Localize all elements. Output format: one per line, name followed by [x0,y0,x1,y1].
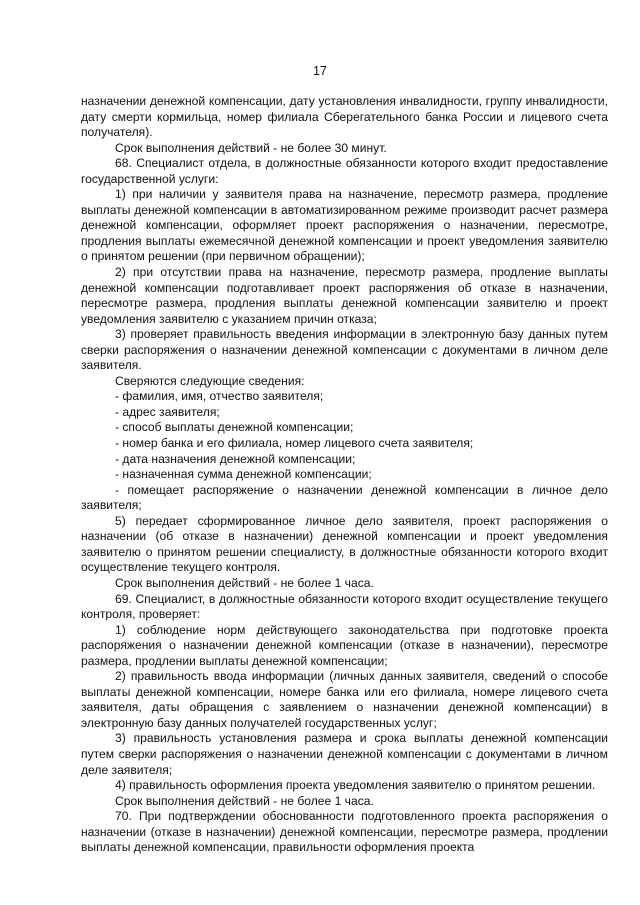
paragraph: 4) правильность оформления проекта уведомления заявителю о принятом решении. [115,778,596,793]
paragraph: Сверяются следующие сведения: [115,373,305,388]
paragraph: Срок выполнения действий - не более 1 часа. [115,575,374,590]
paragraph: 2) при отсутствии права на назначение, пересмотр размера, продление выплаты денежной компенсации подготавливает проект распоряжения об отказе в назначении, пересмотре размера, продления выплаты денежной компенсации заявителю и проект уведомления заявителю с указанием причин отказа; [81,265,608,326]
paragraph: 1) соблюдение норм действующего законодательства при подготовке проекта распоряжения о назначении денежной компенсации (отказе в назначении), пересмотре размера, продлении выплаты денежной компенсации; [81,622,608,668]
paragraph: 2) правильность ввода информации (личных данных заявителя, сведений о способе выплаты денежной компенсации, номере банка или его филиала, номере лицевого счета заявителя, даты обращения с заявлением о назначении денежной компенсации) в электронную базу данных получателей государственных услуг; [81,669,608,730]
paragraph: 5) передает сформированное личное дело заявителя, проект распоряжения о назначении (об отказе в назначении) денежной компенсации и проект уведомления заявителю о принятом решении специалисту, в должностные обязанности которого входит осуществление текущего контроля. [81,513,608,575]
paragraph: 1) при наличии у заявителя права на назначение, пересмотр размера, продление выплаты денежной компенсации в автоматизированном режиме производит расчет размера денежной компенсации, оформляет проект распоряжения о назначении, пересмотре, продления выплаты ежемесячной денежной компенсации и проект уведомления заявителю о принятом решении (при первичном обращении); [81,187,608,264]
paragraph: 3) правильность установления размера и срока выплаты денежной компенсации путем сверки распоряжения о назначении денежной компенсации с документами в личном деле заявителя; [81,731,608,777]
page-number: 17 [313,64,327,78]
paragraph: - способ выплаты денежной компенсации; [115,420,354,435]
paragraph: 68. Специалист отдела, в должностные обязанности которого входит предоставление государственной услуги: [81,156,608,186]
paragraph: - номер банка и его филиала, номер лицевого счета заявителя; [115,436,474,451]
paragraph: - помещает распоряжение о назначении денежной компенсации в личное дело заявителя; [81,482,608,513]
paragraph: - адрес заявителя; [115,404,220,419]
paragraph: 69. Специалист, в должностные обязанности которого входит осуществление текущего контроля, проверяет: [81,591,608,622]
paragraph: - дата назначения денежной компенсации; [115,451,356,466]
paragraph: - назначенная сумма денежной компенсации; [115,467,372,482]
paragraph: - фамилия, имя, отчество заявителя; [115,389,324,404]
paragraph: Срок выполнения действий - не более 30 минут. [115,140,387,155]
paragraph: 70. При подтверждении обоснованности подготовленного проекта распоряжения о назначении (отказе в назначении) денежной компенсации, пересмотре размера, продлении выплаты денежной компенсации, правильности оформления проекта [81,809,608,855]
body-text [81,94,608,856]
paragraph: назначении денежной компенсации, дату установления инвалидности, группу инвалидности, дату смерти кормильца, номер филиала Сберегательного банка России и лицевого счета получателя). [81,94,608,140]
paragraph: 3) проверяет правильность введения информации в электронную базу данных путем сверки распоряжения о назначении денежной компенсации с документами в личном деле заявителя. [81,327,608,373]
paragraph: Срок выполнения действий - не более 1 часа. [115,793,374,808]
